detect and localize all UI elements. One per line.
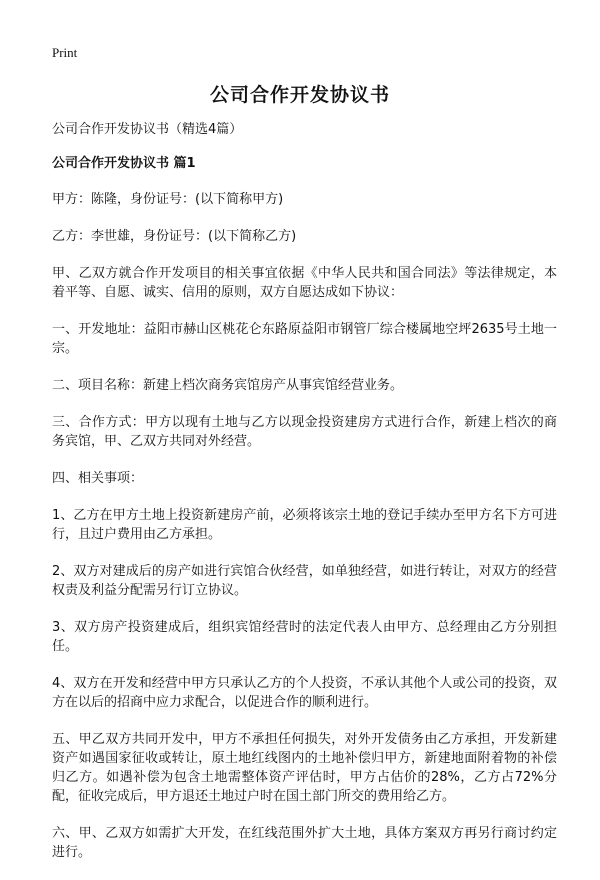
clause-4-item-4: 4、双方在开发和经营中甲方只承认乙方的个人投资，不承认其他个人或公司的投资，双方在以后的招商中应力求配合，以促进合作的顺利进行。: [52, 676, 557, 710]
document-body: [52, 120, 557, 880]
clause-5-paragraph: 五、甲乙双方共同开发中，甲方不承担任何损失，对外开发债务由乙方承担，开发新建资产如遇国家征收或转让，原土地红线图内的土地补偿归甲方，新建地面附着物的补偿归乙方。如遇补偿为包含土地需整体资产评估时，甲方占估价的28%，乙方占72%分配，征收完成后，甲方退还土地过户时在国土部门所交的费用给乙方。: [52, 732, 557, 804]
clause-6-paragraph: 六、甲、乙双方如需扩大开发，在红线范围外扩大土地，具体方案双方再另行商讨约定进行。: [52, 826, 557, 860]
party-b-line: 乙方：李世雄，身份证号：(以下简称乙方): [52, 229, 297, 244]
clause-2-project-name: 二、项目名称：新建上档次商务宾馆房产从事宾馆经营业务。: [52, 378, 404, 393]
clause-3-cooperation-method: 三、合作方式：甲方以现有土地与乙方以现金投资建房方式进行合作，新建上档次的商务宾馆，甲、乙双方共同对外经营。: [52, 415, 557, 449]
clause-4-item-3: 3、双方房产投资建成后，组织宾馆经营时的法定代表人由甲方、总经理由乙方分别担任。: [52, 620, 557, 654]
clause-4-heading: 四、相关事项：: [52, 471, 144, 486]
clause-4-item-2: 2、双方对建成后的房产如进行宾馆合伙经营，如单独经营，如进行转让，对双方的经营权责及利益分配需另行订立协议。: [52, 564, 557, 598]
party-a-line: 甲方：陈隆，身份证号：(以下简称甲方): [52, 192, 284, 207]
section-heading: 公司合作开发协议书 篇1: [52, 156, 196, 171]
document-subtitle: 公司合作开发协议书（精选4篇）: [52, 122, 243, 137]
print-link[interactable]: Print: [52, 45, 78, 60]
clause-4-item-1: 1、乙方在甲方土地上投资新建房产前，必须将该宗土地的登记手续办至甲方名下方可进行，且过户费用由乙方承担。: [52, 508, 557, 542]
preamble-paragraph: 甲、乙双方就合作开发项目的相关事宜依据《中华人民共和国合同法》等法律规定，本着平等、自愿、诚实、信用的原则，双方自愿达成如下协议：: [52, 266, 557, 300]
page-title: 公司合作开发协议书: [209, 84, 390, 106]
clause-1-address: 一、开发地址：益阳市赫山区桃花仑东路原益阳市钢管厂综合楼属地空坪2635号土地一宗。: [52, 322, 557, 356]
